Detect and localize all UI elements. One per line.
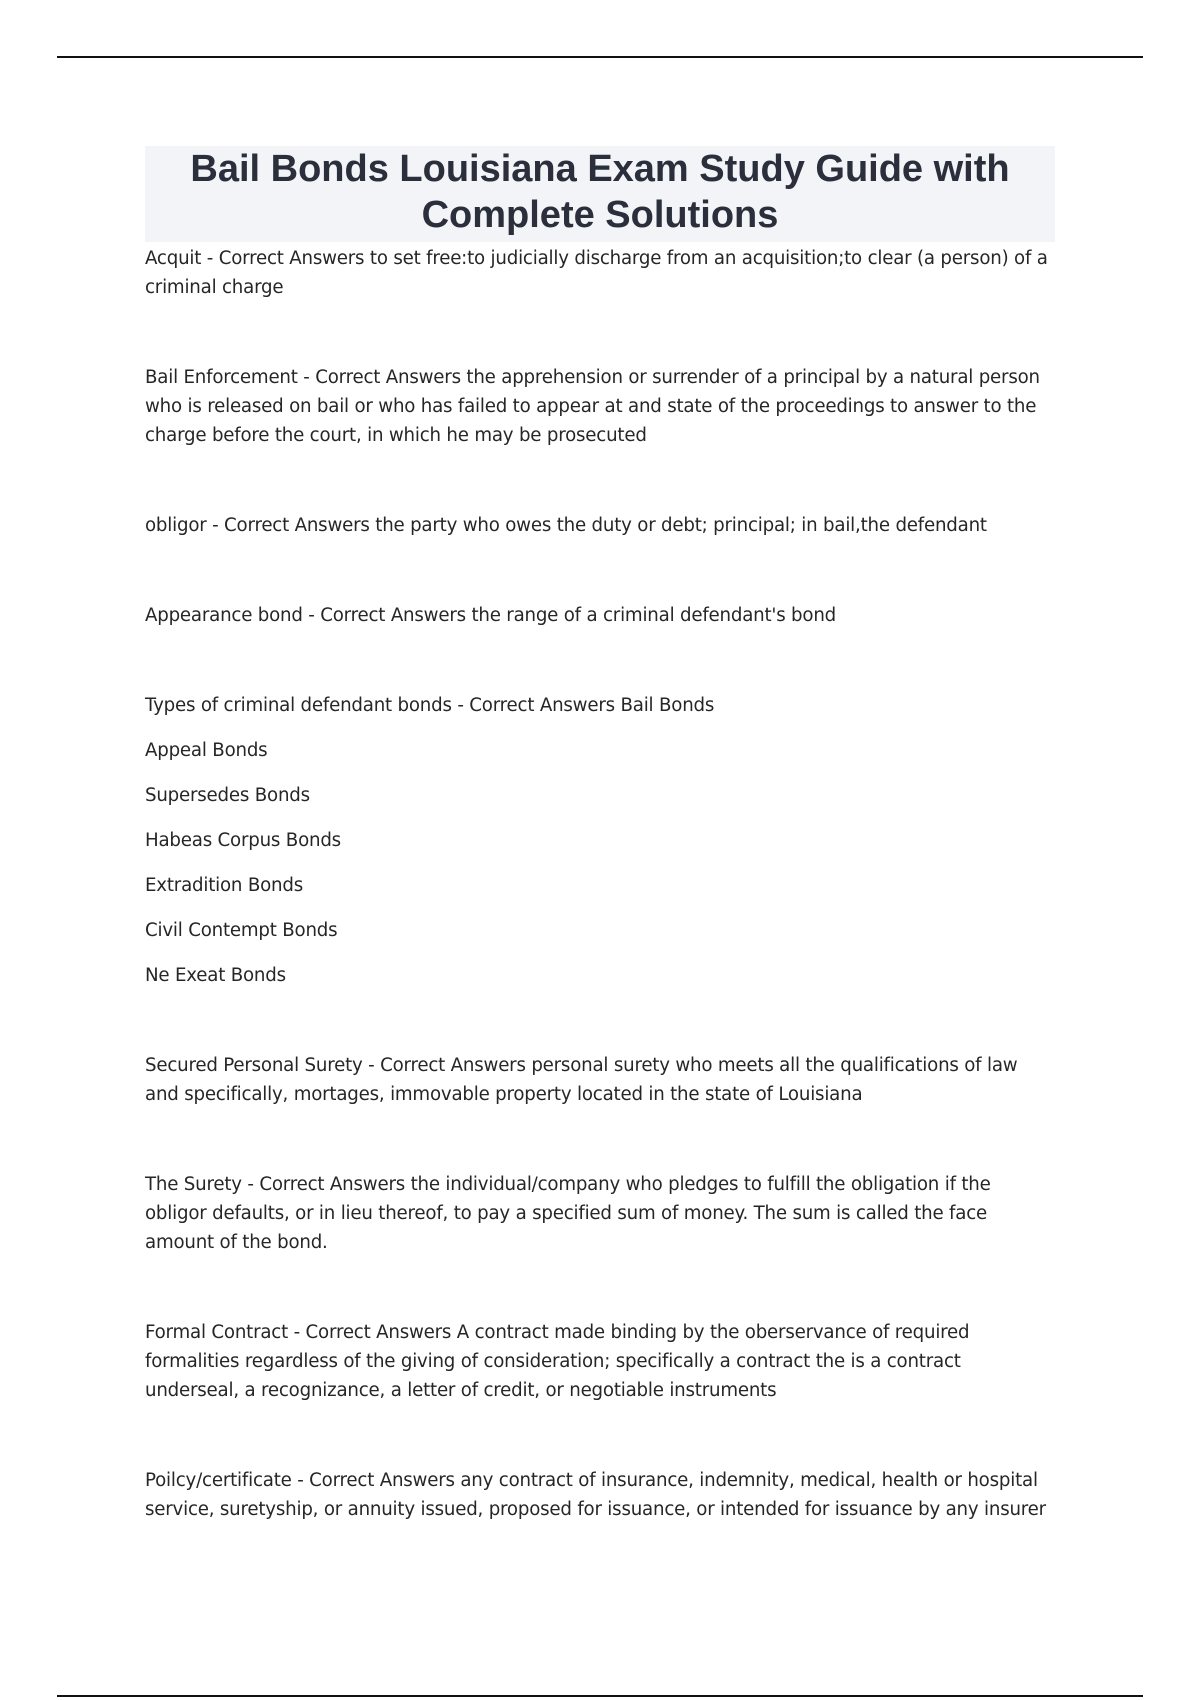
list-item: Supersedes Bonds — [145, 785, 310, 806]
entry-acquit: Acquit - Correct Answers to set free:to judicially discharge from an acquisition;to clear (a person) of a criminal charge — [145, 248, 1048, 298]
page-content — [145, 146, 1055, 1524]
entry-secured-personal-surety: Secured Personal Surety - Correct Answers personal surety who meets all the qualifications of law and specifically, mortages, immovable property located in the state of Louisiana — [145, 1055, 1018, 1105]
page-title: Bail Bonds Louisiana Exam Study Guide with Complete Solutions — [190, 148, 1010, 236]
entry-types-of-bonds: Types of criminal defendant bonds - Correct Answers Bail Bonds — [145, 695, 715, 716]
bottom-rule — [57, 1695, 1143, 1697]
title-banner — [145, 146, 1055, 242]
entry-the-surety: The Surety - Correct Answers the individual/company who pledges to fulfill the obligation if the obligor defaults, or in lieu thereof, to pay a specified sum of money. The sum is called the face amount of the bond. — [145, 1174, 991, 1253]
list-item: Habeas Corpus Bonds — [145, 830, 341, 851]
top-rule — [57, 56, 1143, 58]
entry-formal-contract: Formal Contract - Correct Answers A contract made binding by the oberservance of required formalities regardless of the giving of consideration; specifically a contract the is a contract underseal, a recognizance, a letter of credit, or negotiable instruments — [145, 1322, 970, 1401]
list-item: Extradition Bonds — [145, 875, 303, 896]
list-item: Ne Exeat Bonds — [145, 965, 286, 986]
entry-policy-certificate: Poilcy/certificate - Correct Answers any contract of insurance, indemnity, medical, health or hospital service, suretyship, or annuity issued, proposed for issuance, or intended for issuance by any insurer — [145, 1470, 1046, 1520]
entry-list — [145, 244, 1055, 1524]
entry-appearance-bond: Appearance bond - Correct Answers the range of a criminal defendant's bond — [145, 605, 837, 626]
entry-obligor: obligor - Correct Answers the party who owes the duty or debt; principal; in bail,the defendant — [145, 515, 987, 536]
list-item: Appeal Bonds — [145, 740, 268, 761]
entry-bail-enforcement: Bail Enforcement - Correct Answers the apprehension or surrender of a principal by a natural person who is released on bail or who has failed to appear at and state of the proceedings to answer to the charge before the court, in which he may be prosecuted — [145, 367, 1040, 446]
list-item: Civil Contempt Bonds — [145, 920, 338, 941]
